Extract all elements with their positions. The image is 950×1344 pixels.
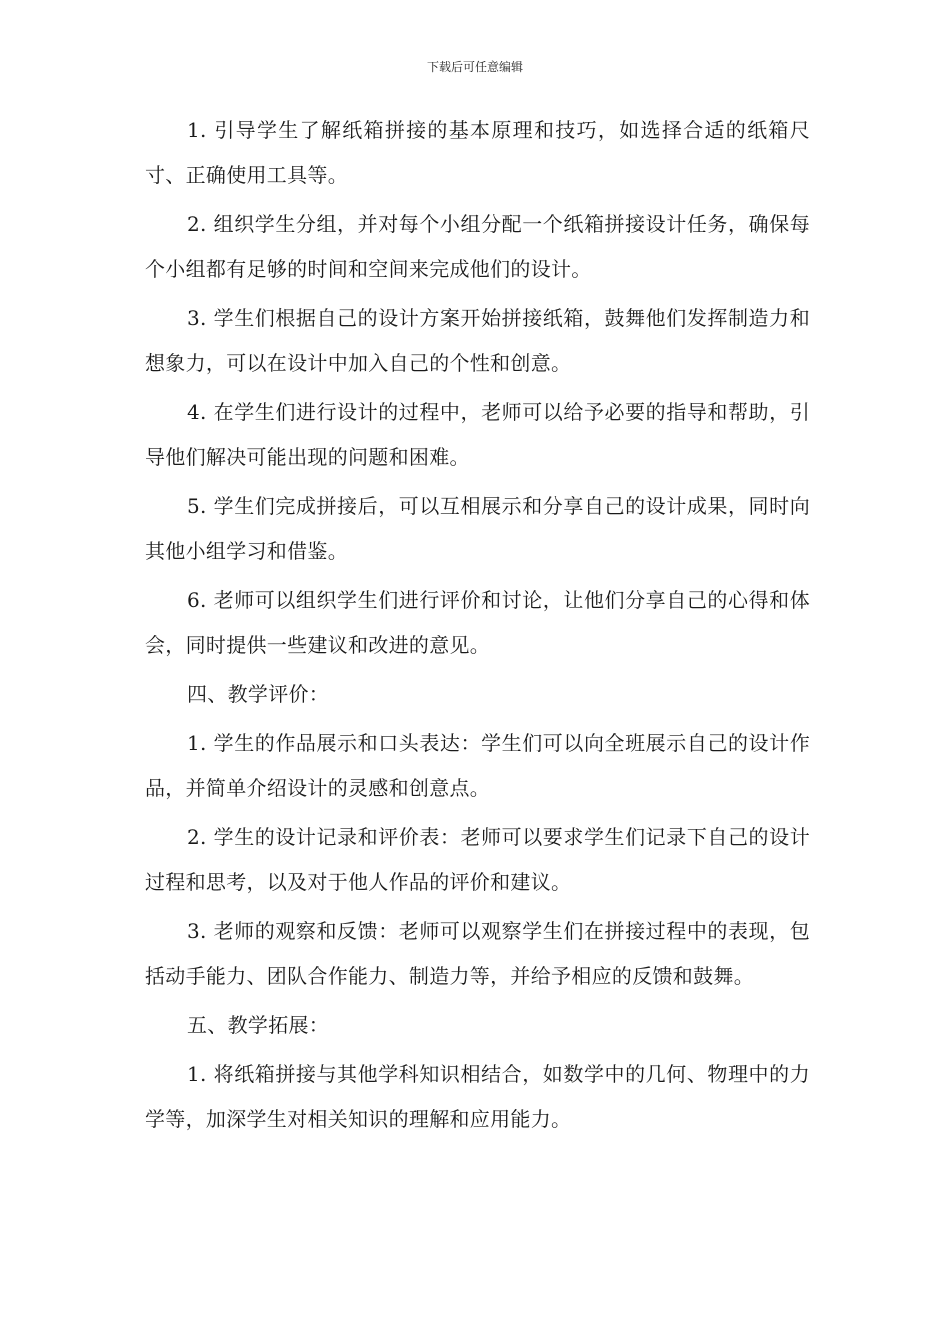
evaluation-1-paragraph: 1. 学生的作品展示和口头表达：学生们可以向全班展示自己的设计作品，并简单介绍设计的灵感和创意点。 <box>145 731 810 800</box>
step-1-paragraph: 1. 引导学生了解纸箱拼接的基本原理和技巧，如选择合适的纸箱尺寸、正确使用工具等。 <box>145 118 810 187</box>
evaluation-3-paragraph: 3. 老师的观察和反馈：老师可以观察学生们在拼接过程中的表现，包括动手能力、团队合作能力、制造力等，并给予相应的反馈和鼓舞。 <box>145 919 810 988</box>
step-3-paragraph: 3. 学生们根据自己的设计方案开始拼接纸箱，鼓舞他们发挥制造力和想象力，可以在设计中加入自己的个性和创意。 <box>145 306 810 375</box>
evaluation-2-paragraph: 2. 学生的设计记录和评价表：老师可以要求学生们记录下自己的设计过程和思考，以及对于他人作品的评价和建议。 <box>145 825 810 894</box>
step-6-paragraph: 6. 老师可以组织学生们进行评价和讨论，让他们分享自己的心得和体会，同时提供一些建议和改进的意见。 <box>145 588 810 657</box>
section-heading-extension: 五、教学拓展： <box>187 1013 330 1037</box>
document-body <box>145 108 810 1146</box>
step-4-paragraph: 4. 在学生们进行设计的过程中，老师可以给予必要的指导和帮助，引导他们解决可能出现的问题和困难。 <box>145 400 810 469</box>
step-2-paragraph: 2. 组织学生分组，并对每个小组分配一个纸箱拼接设计任务，确保每个小组都有足够的时间和空间来完成他们的设计。 <box>145 212 810 281</box>
step-5-paragraph: 5. 学生们完成拼接后，可以互相展示和分享自己的设计成果，同时向其他小组学习和借鉴。 <box>145 494 810 563</box>
section-heading-evaluation: 四、教学评价： <box>187 682 330 706</box>
page-header: 下载后可任意编辑 <box>426 60 523 74</box>
extension-1-paragraph: 1. 将纸箱拼接与其他学科知识相结合，如数学中的几何、物理中的力学等，加深学生对相关知识的理解和应用能力。 <box>145 1062 810 1131</box>
